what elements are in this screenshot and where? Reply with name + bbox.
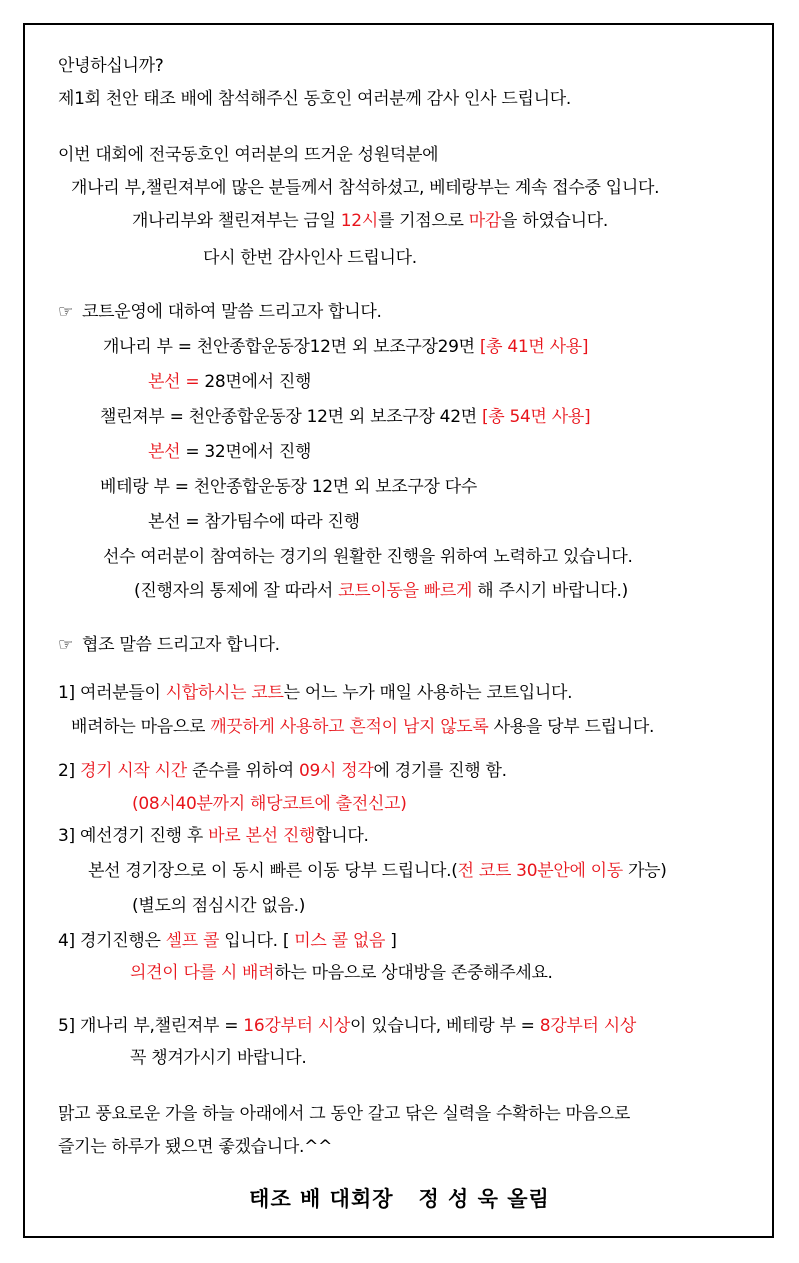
coop-heading: ☞ 협조 말씀 드리고자 합니다. [58,635,280,655]
coop-item-2: 2] 경기 시작 시간 준수를 위하여 09시 정각에 경기를 진행 함. [58,761,507,781]
court-challenger-final: 본선 = 32면에서 진행 [148,442,312,462]
coop-item-4-detail: 의견이 다를 시 배려하는 마음으로 상대방을 존중해주세요. [130,963,553,983]
coop-item-3-detail: 본선 경기장으로 이 동시 빠른 이동 당부 드립니다.(전 코트 30분안에 이동 가능) [88,861,667,881]
coop-item-3-note: (별도의 점심시간 없음.) [132,896,306,916]
coop-item-1: 1] 여러분들이 시합하시는 코트는 어느 누가 매일 사용하는 코트입니다. [58,683,573,703]
coop-item-1-detail: 배려하는 마음으로 깨끗하게 사용하고 흔적이 남지 않도록 사용을 당부 드립니다. [71,717,655,737]
court-challenger: 챌린져부 = 천안종합운동장 12면 외 보조구장 42면 [총 54면 사용] [100,407,591,427]
intro-line-4: 다시 한번 감사인사 드립니다. [203,248,417,268]
intro-line-1: 이번 대회에 전국동호인 여러분의 뜨거운 성원덕분에 [58,145,439,165]
court-veteran: 베테랑 부 = 천안종합운동장 12면 외 보조구장 다수 [100,477,478,497]
intro-line-3: 개나리부와 챌린져부는 금일 12시를 기점으로 마감을 하였습니다. [132,211,608,231]
court-veteran-final: 본선 = 참가팀수에 따라 진행 [148,512,360,532]
closing-line-2: 즐기는 하루가 됐으면 좋겠습니다.^^ [58,1137,333,1157]
greeting-line-1: 안녕하십니까? [58,56,164,76]
court-notice: 선수 여러분이 참여하는 경기의 원활한 진행을 위하여 노력하고 있습니다. [103,547,633,567]
pointing-hand-icon: ☞ [58,302,73,322]
court-gaenari-final: 본선 = 28면에서 진행 [148,372,312,392]
coop-item-5-detail: 꼭 챙겨가시기 바랍니다. [130,1048,307,1068]
court-gaenari: 개나리 부 = 천안종합운동장12면 외 보조구장29면 [총 41면 사용] [103,337,589,357]
coop-item-5: 5] 개나리 부,챌린져부 = 16강부터 시상이 있습니다, 베테랑 부 = 8강부터 시상 [58,1016,636,1036]
greeting-line-2: 제1회 천안 태조 배에 참석해주신 동호인 여러분께 감사 인사 드립니다. [58,89,571,109]
coop-item-3: 3] 예선경기 진행 후 바로 본선 진행합니다. [58,826,369,846]
pointing-hand-icon: ☞ [58,635,73,655]
closing-line-1: 맑고 풍요로운 가을 하늘 아래에서 그 동안 갈고 닦은 실력을 수확하는 마음으로 [58,1104,631,1124]
court-notice-2: (진행자의 통제에 잘 따라서 코트이동을 빠르게 해 주시기 바랍니다.) [134,581,628,601]
intro-line-2: 개나리 부,챌린져부에 많은 분들께서 참석하셨고, 베테랑부는 계속 접수중 입니다. [71,178,660,198]
court-heading: ☞ 코트운영에 대하여 말씀 드리고자 합니다. [58,302,382,322]
coop-item-4: 4] 경기진행은 셀프 콜 입니다. [ 미스 콜 없음 ] [58,931,397,951]
coop-item-2-detail: (08시40분까지 해당코트에 출전신고) [132,794,407,814]
signature: 태조 배 대회장 정 성 욱 올림 [249,1187,550,1211]
